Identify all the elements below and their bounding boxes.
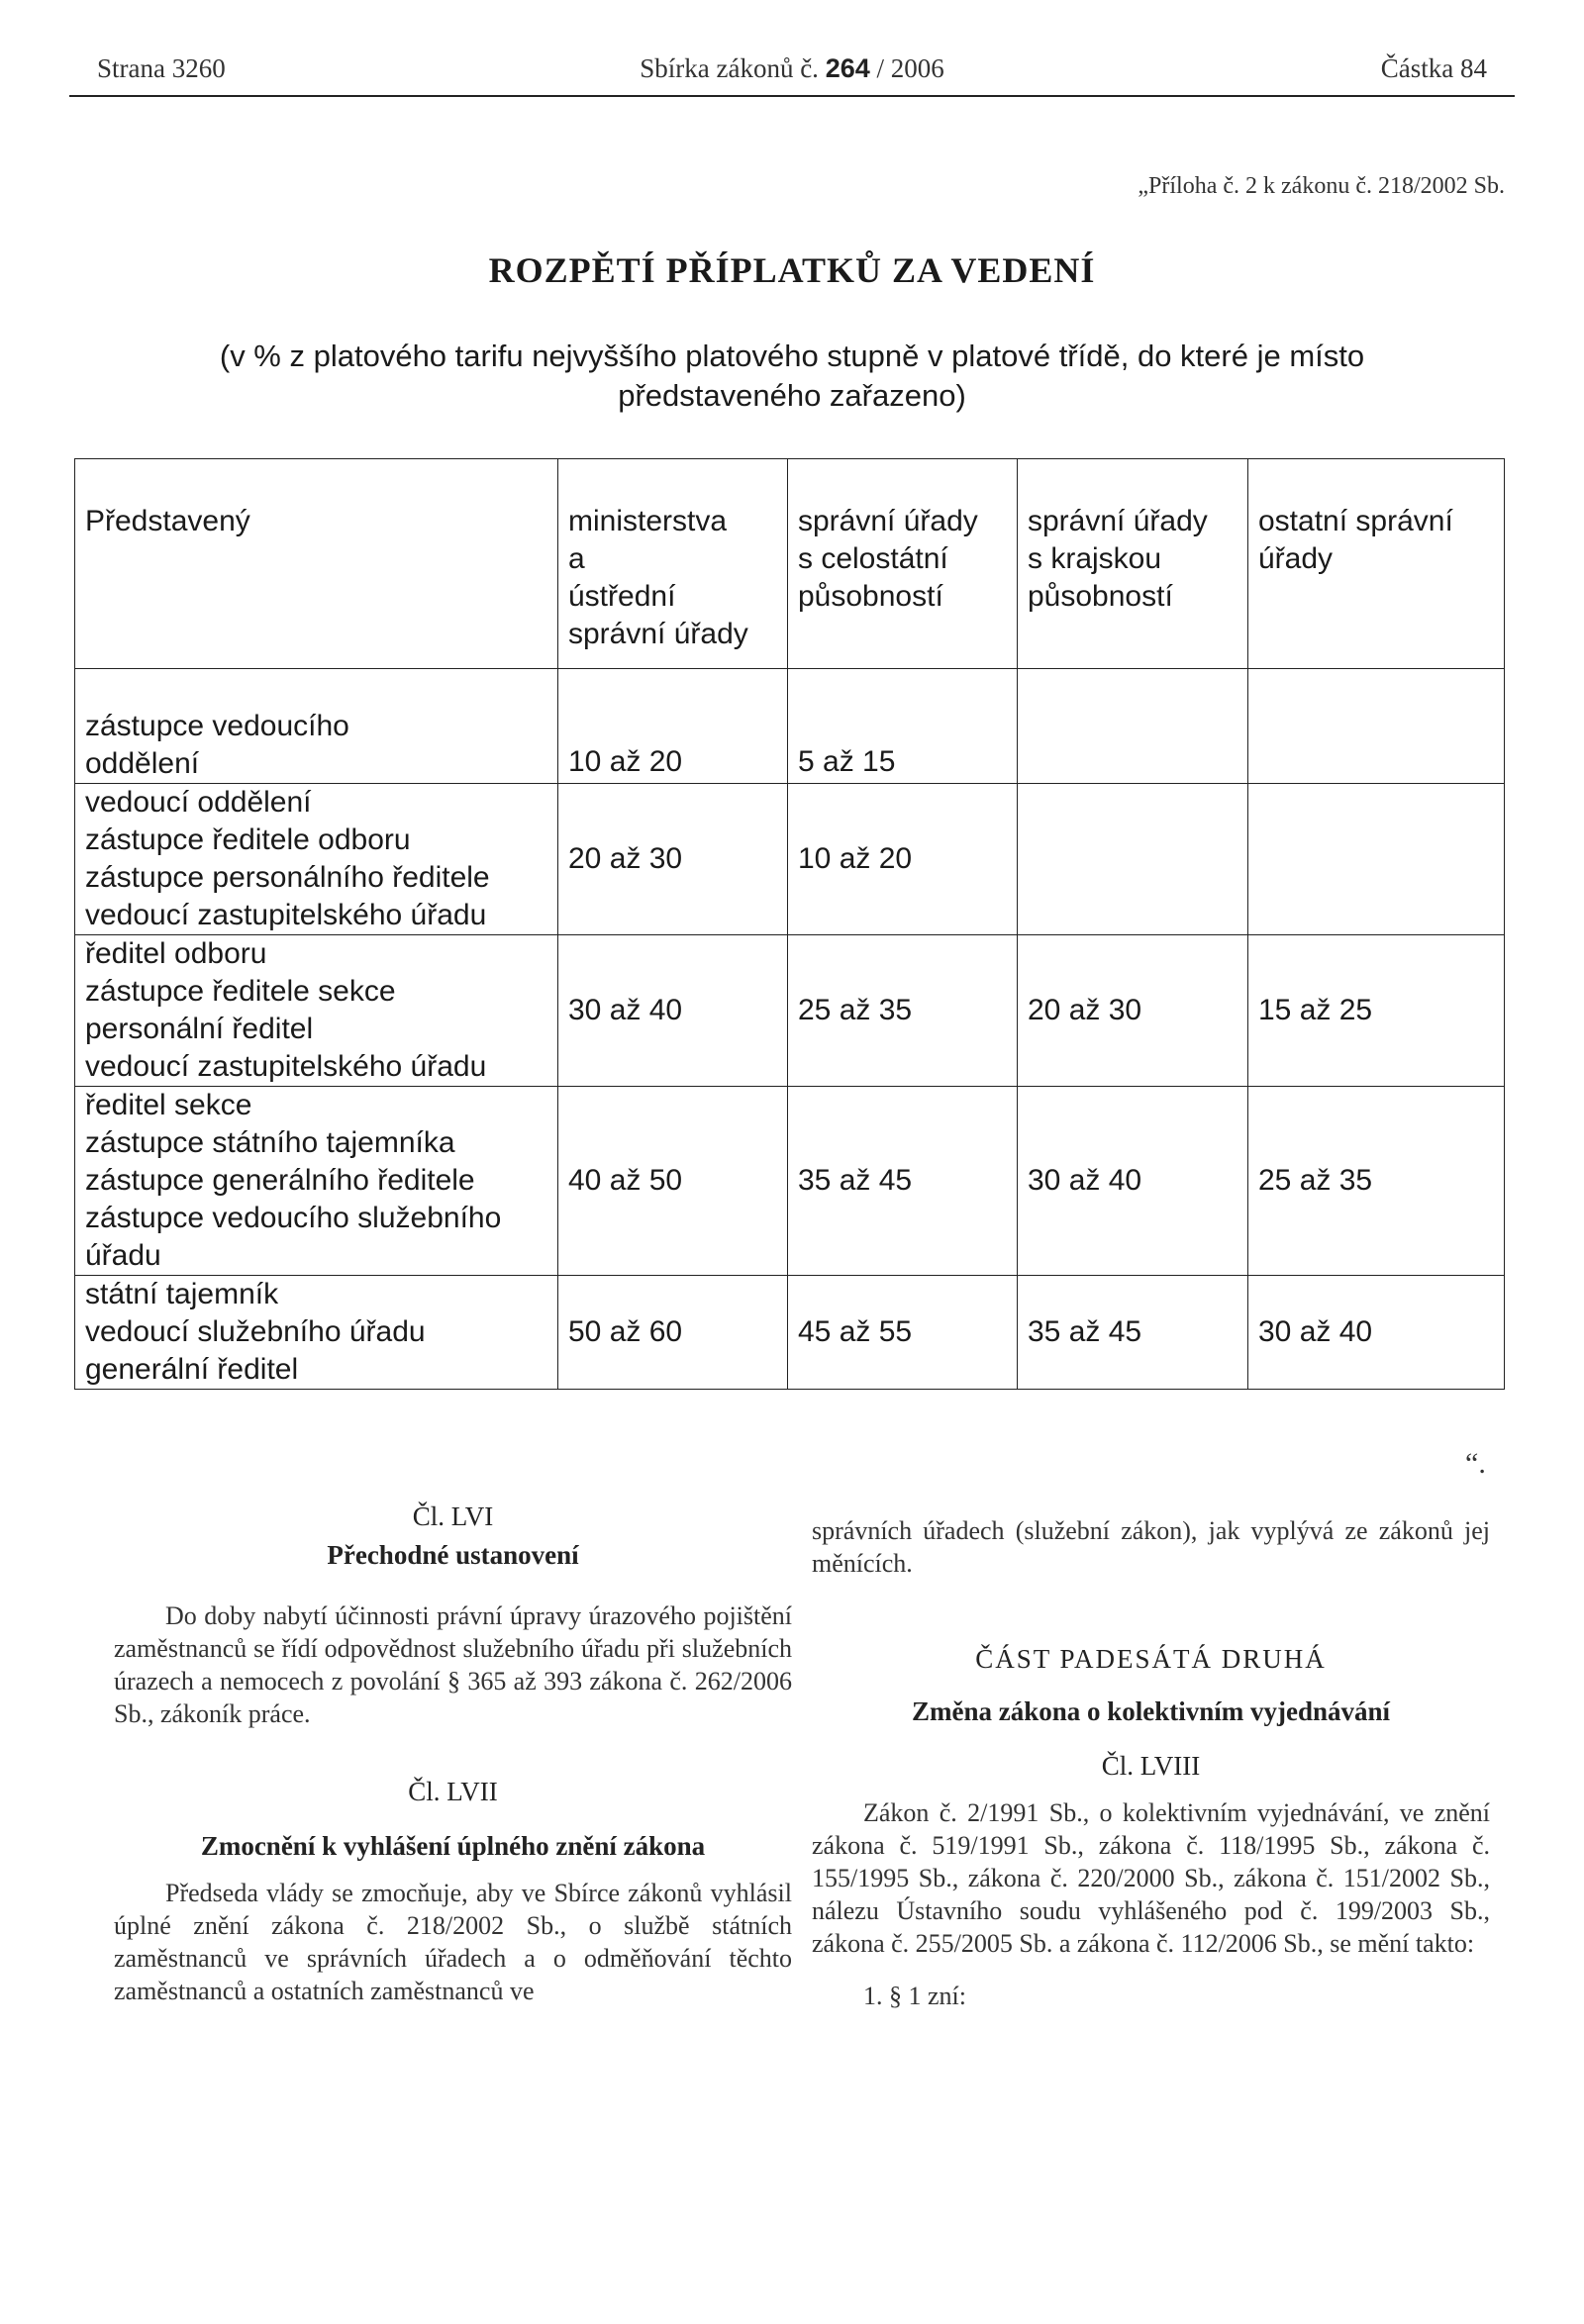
value-cell: 45 až 55: [788, 1276, 1018, 1390]
row-label-line: zástupce vedoucího služebního: [85, 1202, 502, 1234]
closing-quote: “.: [1465, 1447, 1486, 1480]
article-lviii-text: Zákon č. 2/1991 Sb., o kolektivním vyjednávání, ve znění zákona č. 519/1991 Sb., zákona č. 118/1995 Sb., zákona č. 155/1995 Sb., zákona č. 220/2000 Sb., zákona č. 151/2002 Sb., nálezu Ústavního soudu vyhlášeného pod č. 199/2003 Sb., zákona č. 255/2005 Sb. a zákona č. 112/2006 Sb., se mění takto:: [812, 1798, 1490, 1958]
table-body: [75, 669, 1505, 1390]
value-cell: 35 až 45: [788, 1087, 1018, 1276]
value-cell: 25 až 35: [1248, 1087, 1505, 1276]
value-cell: 30 až 40: [1018, 1087, 1248, 1276]
article-lvi-heading: Přechodné ustanovení: [327, 1540, 579, 1570]
header-line: správní úřady: [568, 618, 748, 650]
part-number: Částka 84: [1380, 53, 1487, 83]
row-label-line: vedoucí oddělení: [85, 786, 312, 819]
row-label-line: generální ředitel: [85, 1353, 299, 1386]
row-label-line: vedoucí zastupitelského úřadu: [85, 1050, 487, 1083]
collection-reference: [69, 53, 1515, 84]
allowance-table: [74, 458, 1505, 1390]
article-lviii-number: Čl. LVIII: [1101, 1751, 1201, 1781]
header-cell-other-offices: [1248, 459, 1505, 669]
value-cell: [1018, 669, 1248, 784]
value-cell: [1248, 784, 1505, 935]
header-line: úřady: [1258, 542, 1334, 575]
header-lines: [1028, 503, 1247, 616]
collection-number: 264: [825, 53, 870, 83]
subtitle-line: (v % z platového tarifu nejvyššího platového stupně v platové třídě, do které je místo: [219, 339, 1365, 373]
header-line: správní úřady: [1028, 505, 1208, 537]
value-cell: 10 až 20: [788, 784, 1018, 935]
row-label-cell: [75, 784, 558, 935]
header-line: správní úřady: [798, 505, 978, 537]
part-heading: Změna zákona o kolektivním vyjednávání: [911, 1696, 1391, 1726]
value-cell: 50 až 60: [558, 1276, 788, 1390]
value-cell: 30 až 40: [558, 935, 788, 1087]
header-line: a: [568, 542, 585, 575]
row-label-line: ředitel sekce: [85, 1089, 252, 1121]
header-line: s krajskou: [1028, 542, 1162, 575]
value-cell: 5 až 15: [788, 669, 1018, 784]
row-label-line: ředitel odboru: [85, 937, 267, 970]
value-cell: 20 až 30: [1018, 935, 1248, 1087]
table-row: [75, 784, 1505, 935]
article-lvi-number: Čl. LVI: [412, 1501, 494, 1531]
header-line: působností: [798, 580, 943, 613]
row-label-line: personální ředitel: [85, 1013, 314, 1045]
document-subtitle: [129, 337, 1455, 416]
continuation-text: správních úřadech (služební zákon), jak vyplývá ze zákonů jej měnících.: [812, 1516, 1490, 1578]
point-one: 1. § 1 zní:: [863, 1982, 966, 2010]
value-cell: 30 až 40: [1248, 1276, 1505, 1390]
row-label-line: zástupce vedoucího: [85, 710, 349, 742]
value-cell: 10 až 20: [558, 669, 788, 784]
article-lvii-heading: Zmocnění k vyhlášení úplného znění zákona: [200, 1831, 706, 1861]
table-header-row: [75, 459, 1505, 669]
header-lines: [798, 503, 1017, 616]
table-row: [75, 1276, 1505, 1390]
collection-year: / 2006: [876, 53, 944, 83]
row-label-line: úřadu: [85, 1239, 161, 1272]
value-cell: 15 až 25: [1248, 935, 1505, 1087]
header-line: Představený: [85, 505, 250, 537]
annex-reference: „Příloha č. 2 k zákonu č. 218/2002 Sb.: [1138, 173, 1505, 199]
header-cell-position: [75, 459, 558, 669]
row-label-line: vedoucí zastupitelského úřadu: [85, 899, 487, 931]
header-line: ministerstva: [568, 505, 728, 537]
header-lines: [85, 503, 557, 540]
header-line: působností: [1028, 580, 1173, 613]
collection-prefix: Sbírka zákonů č.: [640, 53, 819, 83]
table-row: [75, 1087, 1505, 1276]
value-cell: 40 až 50: [558, 1087, 788, 1276]
row-label-line: státní tajemník: [85, 1278, 279, 1310]
part-title: ČÁST PADESÁTÁ DRUHÁ: [975, 1644, 1327, 1674]
header-lines: [568, 503, 787, 653]
header-cell-ministries: [558, 459, 788, 669]
value-cell: 20 až 30: [558, 784, 788, 935]
article-lvii-text: Předseda vlády se zmocňuje, aby ve Sbírce zákonů vyhlásil úplné znění zákona č. 218/2002 Sb., o službě státních zaměstnanců ve správních úřadech a o odměňování těchto zaměstnanců a ostatních zaměstnanců ve: [114, 1879, 792, 2005]
row-label-line: vedoucí služebního úřadu: [85, 1315, 426, 1348]
row-label-line: zástupce generálního ředitele: [85, 1164, 475, 1197]
header-line: ostatní správní: [1258, 505, 1453, 537]
row-label-line: oddělení: [85, 747, 200, 780]
page-number: Strana 3260: [97, 53, 226, 83]
header-cell-national-offices: [788, 459, 1018, 669]
page-header: [69, 49, 1515, 97]
value-cell: 35 až 45: [1018, 1276, 1248, 1390]
row-label-line: zástupce státního tajemníka: [85, 1126, 455, 1159]
article-lvii-number: Čl. LVII: [408, 1777, 498, 1806]
value-cell: [1018, 784, 1248, 935]
value-cell: [1248, 669, 1505, 784]
header-cell-regional-offices: [1018, 459, 1248, 669]
table-row: [75, 669, 1505, 784]
header-line: s celostátní: [798, 542, 948, 575]
header-lines: [1258, 503, 1504, 578]
article-lvi-text: Do doby nabytí účinnosti právní úpravy úrazového pojištění zaměstnanců se řídí odpovědnost služebního úřadu při služebních úrazech a nemocech z povolání § 365 až 393 zákona č. 262/2006 Sb., zákoník práce.: [114, 1601, 792, 1728]
subtitle-line: představeného zařazeno): [618, 378, 966, 413]
table-row: [75, 935, 1505, 1087]
row-label-cell: [75, 669, 558, 784]
left-column: [114, 1501, 792, 2007]
row-label-cell: [75, 1087, 558, 1276]
value-cell: 25 až 35: [788, 935, 1018, 1087]
document-title: ROZPĚTÍ PŘÍPLATKŮ ZA VEDENÍ: [488, 250, 1096, 290]
row-label-cell: [75, 935, 558, 1087]
row-label-line: zástupce ředitele sekce: [85, 975, 396, 1008]
row-label-line: zástupce ředitele odboru: [85, 823, 411, 856]
header-line: ústřední: [568, 580, 676, 613]
row-label-line: zástupce personálního ředitele: [85, 861, 490, 894]
right-column: [812, 1514, 1490, 2012]
row-label-cell: [75, 1276, 558, 1390]
